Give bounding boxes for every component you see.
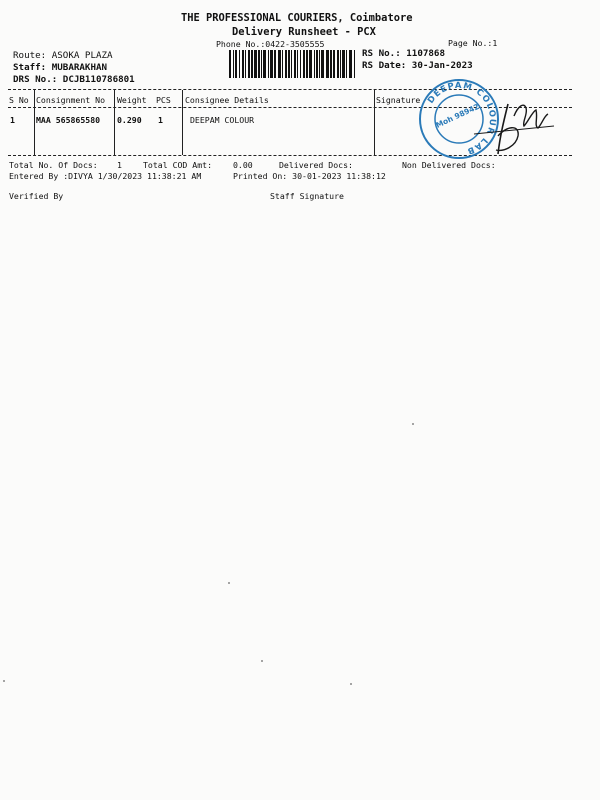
total-docs-label: Total No. Of Docs: — [9, 160, 98, 170]
barcode-bar — [300, 50, 301, 78]
barcode-bar — [349, 50, 352, 78]
col-divider — [114, 90, 115, 155]
barcode-bar — [297, 50, 298, 78]
barcode-bar — [242, 50, 244, 78]
barcode-bar — [258, 50, 260, 78]
col-header-consignee: Consignee Details — [185, 95, 269, 105]
barcode-bar — [288, 50, 290, 78]
staff-label: Staff: MUBARAKHAN — [13, 62, 108, 73]
total-cod-label: Total COD Amt: — [143, 160, 213, 170]
col-divider — [374, 90, 375, 155]
phone-number: Phone No.:0422-3505555 — [216, 39, 325, 49]
col-divider — [34, 90, 35, 155]
barcode-bar — [235, 50, 237, 78]
route-label: Route: ASOKA PLAZA — [13, 50, 113, 61]
scan-speck — [412, 423, 414, 425]
barcode-bar — [268, 50, 269, 78]
barcode-bar — [330, 50, 332, 78]
barcode-bar — [251, 50, 253, 78]
stamp-ring-text: DEEPAM COLOUR LAB — [425, 80, 498, 157]
row-consignment-no: MAA 565865580 — [36, 115, 101, 125]
col-header-weight: Weight — [117, 95, 147, 105]
barcode-bar — [337, 50, 339, 78]
barcode-image — [229, 50, 355, 78]
scan-speck — [228, 582, 230, 584]
col-header-signature: Signature — [376, 95, 421, 105]
total-cod-value: 0.00 — [233, 160, 253, 170]
barcode-bar — [278, 50, 281, 78]
row-sno: 1 — [10, 115, 15, 125]
barcode-bar — [333, 50, 335, 78]
company-title: THE PROFESSIONAL COURIERS, Coimbatore — [181, 12, 413, 24]
barcode-bar — [285, 50, 287, 78]
row-pcs: 1 — [158, 115, 163, 125]
entered-by: Entered By :DIVYA 1/30/2023 11:38:21 AM — [9, 171, 202, 181]
barcode-bar — [340, 50, 341, 78]
barcode-bar — [233, 50, 234, 78]
printed-on: Printed On: 30-01-2023 11:38:12 — [233, 171, 386, 181]
barcode-bar — [229, 50, 231, 78]
row-consignee: DEEPAM COLOUR — [190, 115, 255, 125]
col-header-pcs: PCS — [156, 95, 171, 105]
barcode-bar — [274, 50, 276, 78]
col-header-consignment: Consignment No — [36, 95, 106, 105]
scan-speck — [261, 660, 263, 662]
rs-date: RS Date: 30-Jan-2023 — [362, 60, 473, 71]
barcode-bar — [309, 50, 312, 78]
row-weight: 0.290 — [117, 115, 142, 125]
col-header-sno: S No — [9, 95, 29, 105]
scan-speck — [3, 680, 5, 682]
barcode-bar — [282, 50, 283, 78]
scan-speck — [350, 683, 352, 685]
delivered-docs-label: Delivered Docs: — [279, 160, 353, 170]
barcode-bar — [346, 50, 347, 78]
barcode-bar — [342, 50, 345, 78]
staff-signature-label: Staff Signature — [270, 191, 344, 201]
barcode-bar — [245, 50, 246, 78]
barcode-bar — [306, 50, 308, 78]
rs-number: RS No.: 1107868 — [362, 48, 445, 59]
non-delivered-docs-label: Non Delivered Docs: — [402, 160, 496, 170]
page-number: Page No.:1 — [448, 38, 498, 48]
barcode-bar — [303, 50, 305, 78]
barcode-bar — [321, 50, 324, 78]
stamp-center-text: Moh 98942 — [434, 101, 481, 130]
verified-by-label: Verified By — [9, 191, 64, 201]
barcode-bar — [291, 50, 292, 78]
barcode-bar — [326, 50, 329, 78]
barcode-bar — [316, 50, 318, 78]
barcode-bar — [261, 50, 262, 78]
total-docs-value: 1 — [117, 160, 122, 170]
barcode-bar — [263, 50, 266, 78]
barcode-bar — [248, 50, 250, 78]
barcode-bar — [270, 50, 273, 78]
barcode-bar — [294, 50, 296, 78]
handwritten-signature — [468, 96, 558, 162]
barcode-bar — [239, 50, 240, 78]
barcode-bar — [314, 50, 315, 78]
barcode-bar — [254, 50, 257, 78]
barcode-bar — [354, 50, 355, 78]
col-divider — [182, 90, 183, 155]
runsheet-subtitle: Delivery Runsheet - PCX — [232, 26, 376, 38]
drs-number: DRS No.: DCJB110786801 — [13, 74, 135, 85]
barcode-bar — [319, 50, 320, 78]
